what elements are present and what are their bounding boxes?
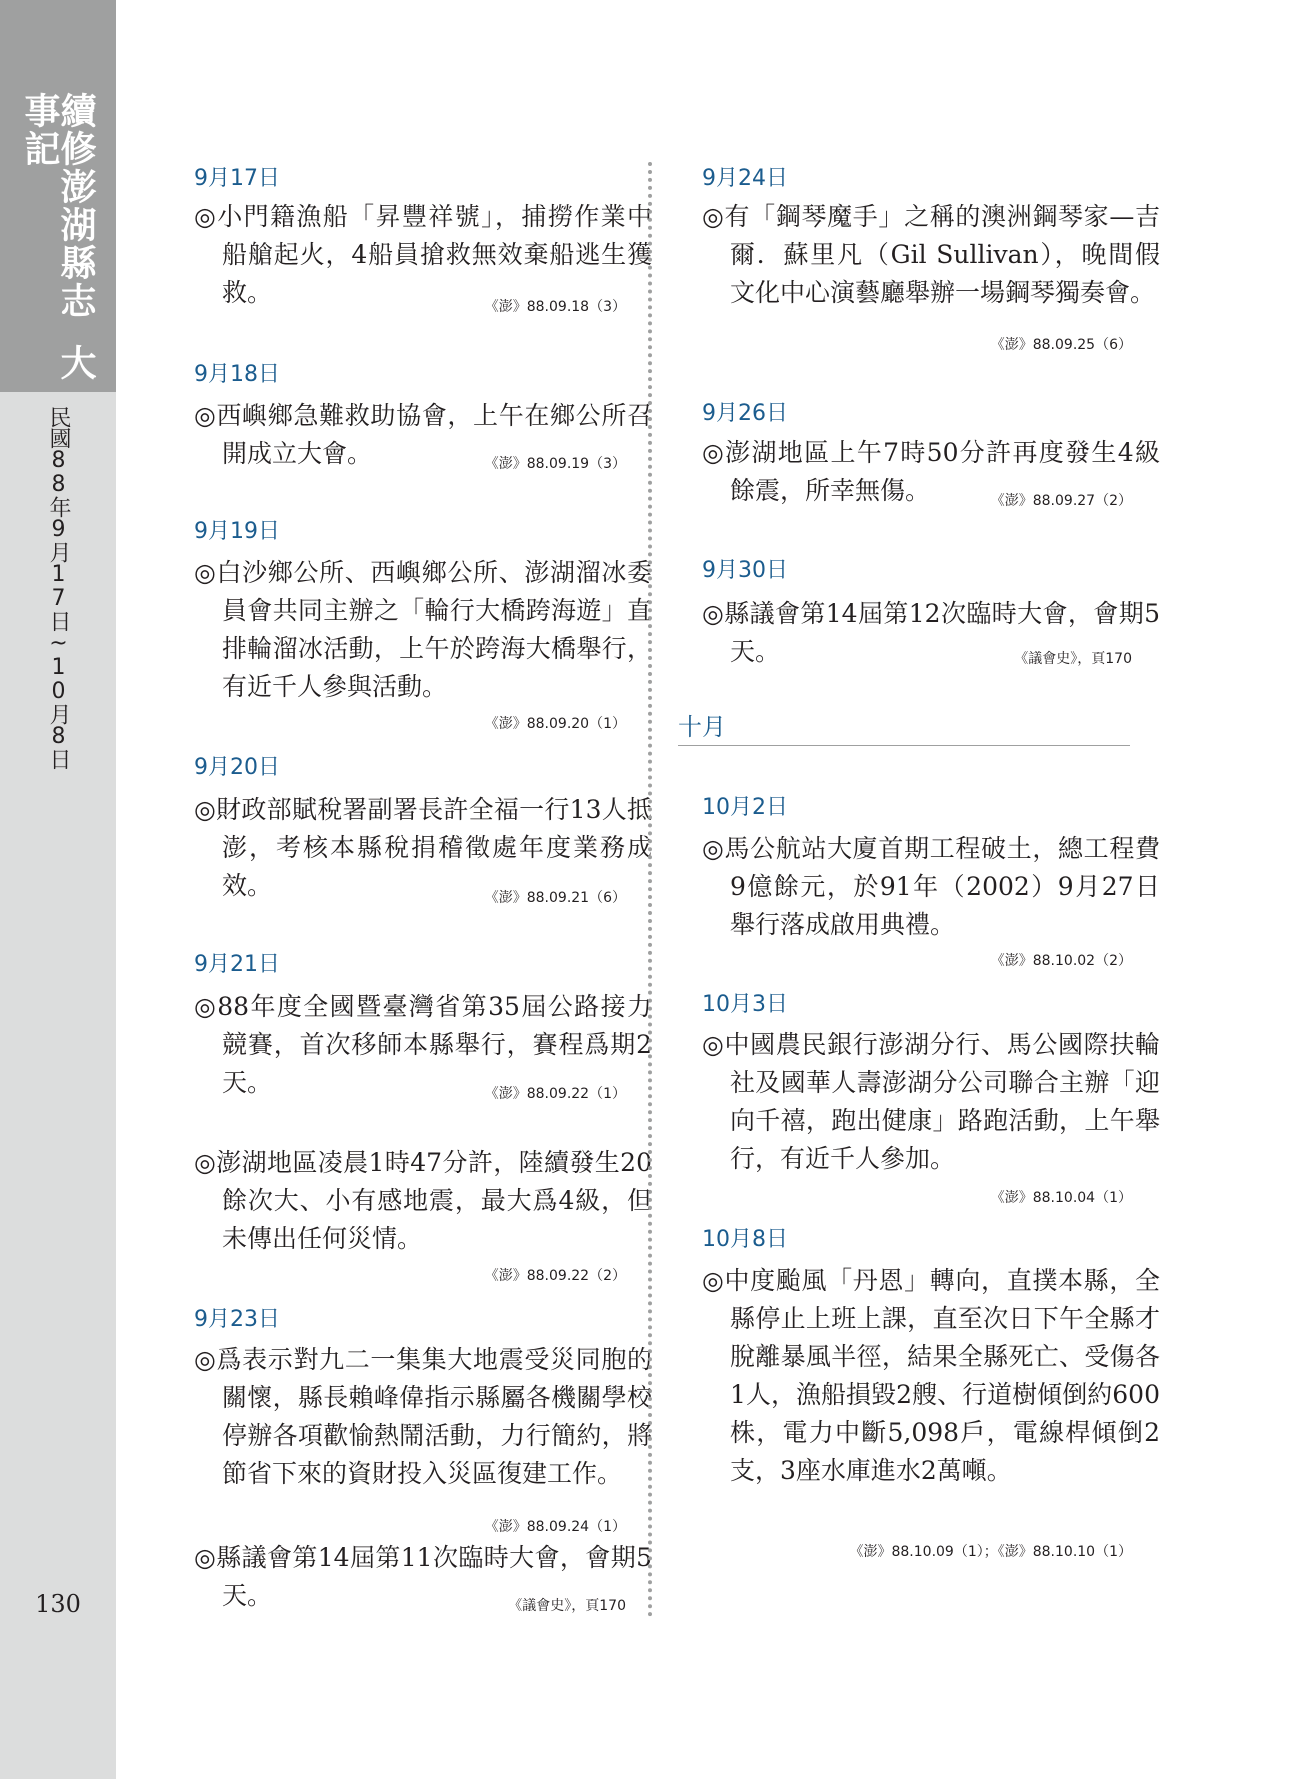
entry-source: 《澎》88.09.19（3） — [484, 456, 626, 472]
entry-text: ◎縣議會第14屆第12次臨時大會，會期5天。 — [702, 599, 1160, 666]
entry-date: 10月8日 — [702, 1227, 788, 1252]
entry-date: 9月17日 — [194, 166, 280, 191]
column-divider — [648, 162, 652, 1618]
book-title-main: 續修澎湖縣志 — [55, 92, 97, 320]
entry-date: 10月2日 — [702, 795, 788, 820]
entry-source: 《議會史》，頁170 — [1014, 651, 1132, 667]
entry-date: 9月19日 — [194, 519, 280, 544]
entry-text: ◎88年度全國暨臺灣省第35屆公路接力競賽，首次移師本縣舉行，賽程爲期2天。 — [194, 992, 652, 1097]
date-range: 民國88年9月17日~10月8日 — [46, 406, 71, 769]
entry-source: 《澎》88.09.27（2） — [990, 493, 1132, 509]
entry-text: ◎中國農民銀行澎湖分行、馬公國際扶輪社及國華人壽澎湖分公司聯合主辦「迎向千禧，跑出健康」路跑活動，上午舉行，有近千人參加。 — [702, 1030, 1160, 1173]
entry-source: 《澎》88.10.09（1）；《澎》88.10.10（1） — [849, 1544, 1132, 1560]
entry-source: 《澎》88.09.22（1） — [484, 1086, 626, 1102]
entry-text: ◎財政部賦稅署副署長許全福一行13人抵澎，考核本縣稅捐稽徵處年度業務成效。 — [194, 795, 652, 900]
entry-date: 9月24日 — [702, 166, 788, 191]
sidebar — [0, 0, 116, 1779]
entry-text: ◎縣議會第14屆第11次臨時大會，會期5天。 — [194, 1543, 652, 1610]
entry-date: 10月3日 — [702, 992, 788, 1017]
entry-source: 《澎》88.10.02（2） — [990, 953, 1132, 969]
month-divider — [678, 745, 1130, 746]
entry-source: 《澎》88.09.21（6） — [484, 890, 626, 906]
entry-date: 9月23日 — [194, 1307, 280, 1332]
entry-text: ◎白沙鄉公所、西嶼鄉公所、澎湖溜冰委員會共同主辦之「輪行大橋跨海遊」直排輪溜冰活動，上午於跨海大橋舉行，有近千人參與活動。 — [194, 558, 652, 701]
entry-source: 《澎》88.09.24（1） — [484, 1519, 626, 1535]
entry-text: ◎爲表示對九二一集集大地震受災同胞的關懷，縣長賴峰偉指示縣屬各機關學校停辦各項歡愉熱鬧活動，力行簡約，將節省下來的資財投入災區復建工作。 — [194, 1345, 652, 1488]
entry-text: ◎有「鋼琴魔手」之稱的澳洲鋼琴家—吉爾．蘇里凡（Gil Sullivan），晚間假文化中心演藝廳舉辦一場鋼琴獨奏會。 — [702, 202, 1160, 307]
entry-date: 9月20日 — [194, 755, 280, 780]
entry-text: ◎中度颱風「丹恩」轉向，直撲本縣，全縣停止上班上課，直至次日下午全縣才脫離暴風半徑，結果全縣死亡、受傷各1人，漁船損毀2艘、行道樹傾倒約600株，電力中斷5,098戶，電線桿傾倒2支，3座水庫進水2萬噸。 — [702, 1266, 1160, 1485]
sidebar-title-block — [0, 0, 116, 392]
entry-date: 9月21日 — [194, 952, 280, 977]
entry-text: ◎西嶼鄉急難救助協會，上午在鄉公所召開成立大會。 — [194, 401, 652, 468]
entry-text: ◎小門籍漁船「昇豐祥號」，捕撈作業中船艙起火，4船員搶救無效棄船逃生獲救。 — [194, 202, 652, 307]
month-heading: 十月 — [678, 713, 726, 741]
book-title-section: 大事記 — [19, 92, 97, 382]
entry-source: 《議會史》，頁170 — [508, 1598, 626, 1614]
entry-date: 9月26日 — [702, 401, 788, 426]
entry-text: ◎澎湖地區上午7時50分許再度發生4級餘震，所幸無傷。 — [702, 438, 1160, 505]
entry-text: ◎馬公航站大廈首期工程破土，總工程費9億餘元，於91年（2002）9月27日舉行落成啟用典禮。 — [702, 834, 1160, 939]
entry-date: 9月18日 — [194, 362, 280, 387]
entry-source: 《澎》88.09.25（6） — [990, 337, 1132, 353]
book-title — [19, 92, 97, 392]
entry-source: 《澎》88.09.20（1） — [484, 716, 626, 732]
page-number: 130 — [35, 1590, 81, 1618]
entry-source: 《澎》88.09.22（2） — [484, 1268, 626, 1284]
entry-date: 9月30日 — [702, 558, 788, 583]
entry-source: 《澎》88.09.18（3） — [484, 299, 626, 315]
entry-text: ◎澎湖地區凌晨1時47分許，陸續發生20餘次大、小有感地震，最大爲4級，但未傳出任何災情。 — [194, 1148, 652, 1253]
entry-source: 《澎》88.10.04（1） — [990, 1190, 1132, 1206]
